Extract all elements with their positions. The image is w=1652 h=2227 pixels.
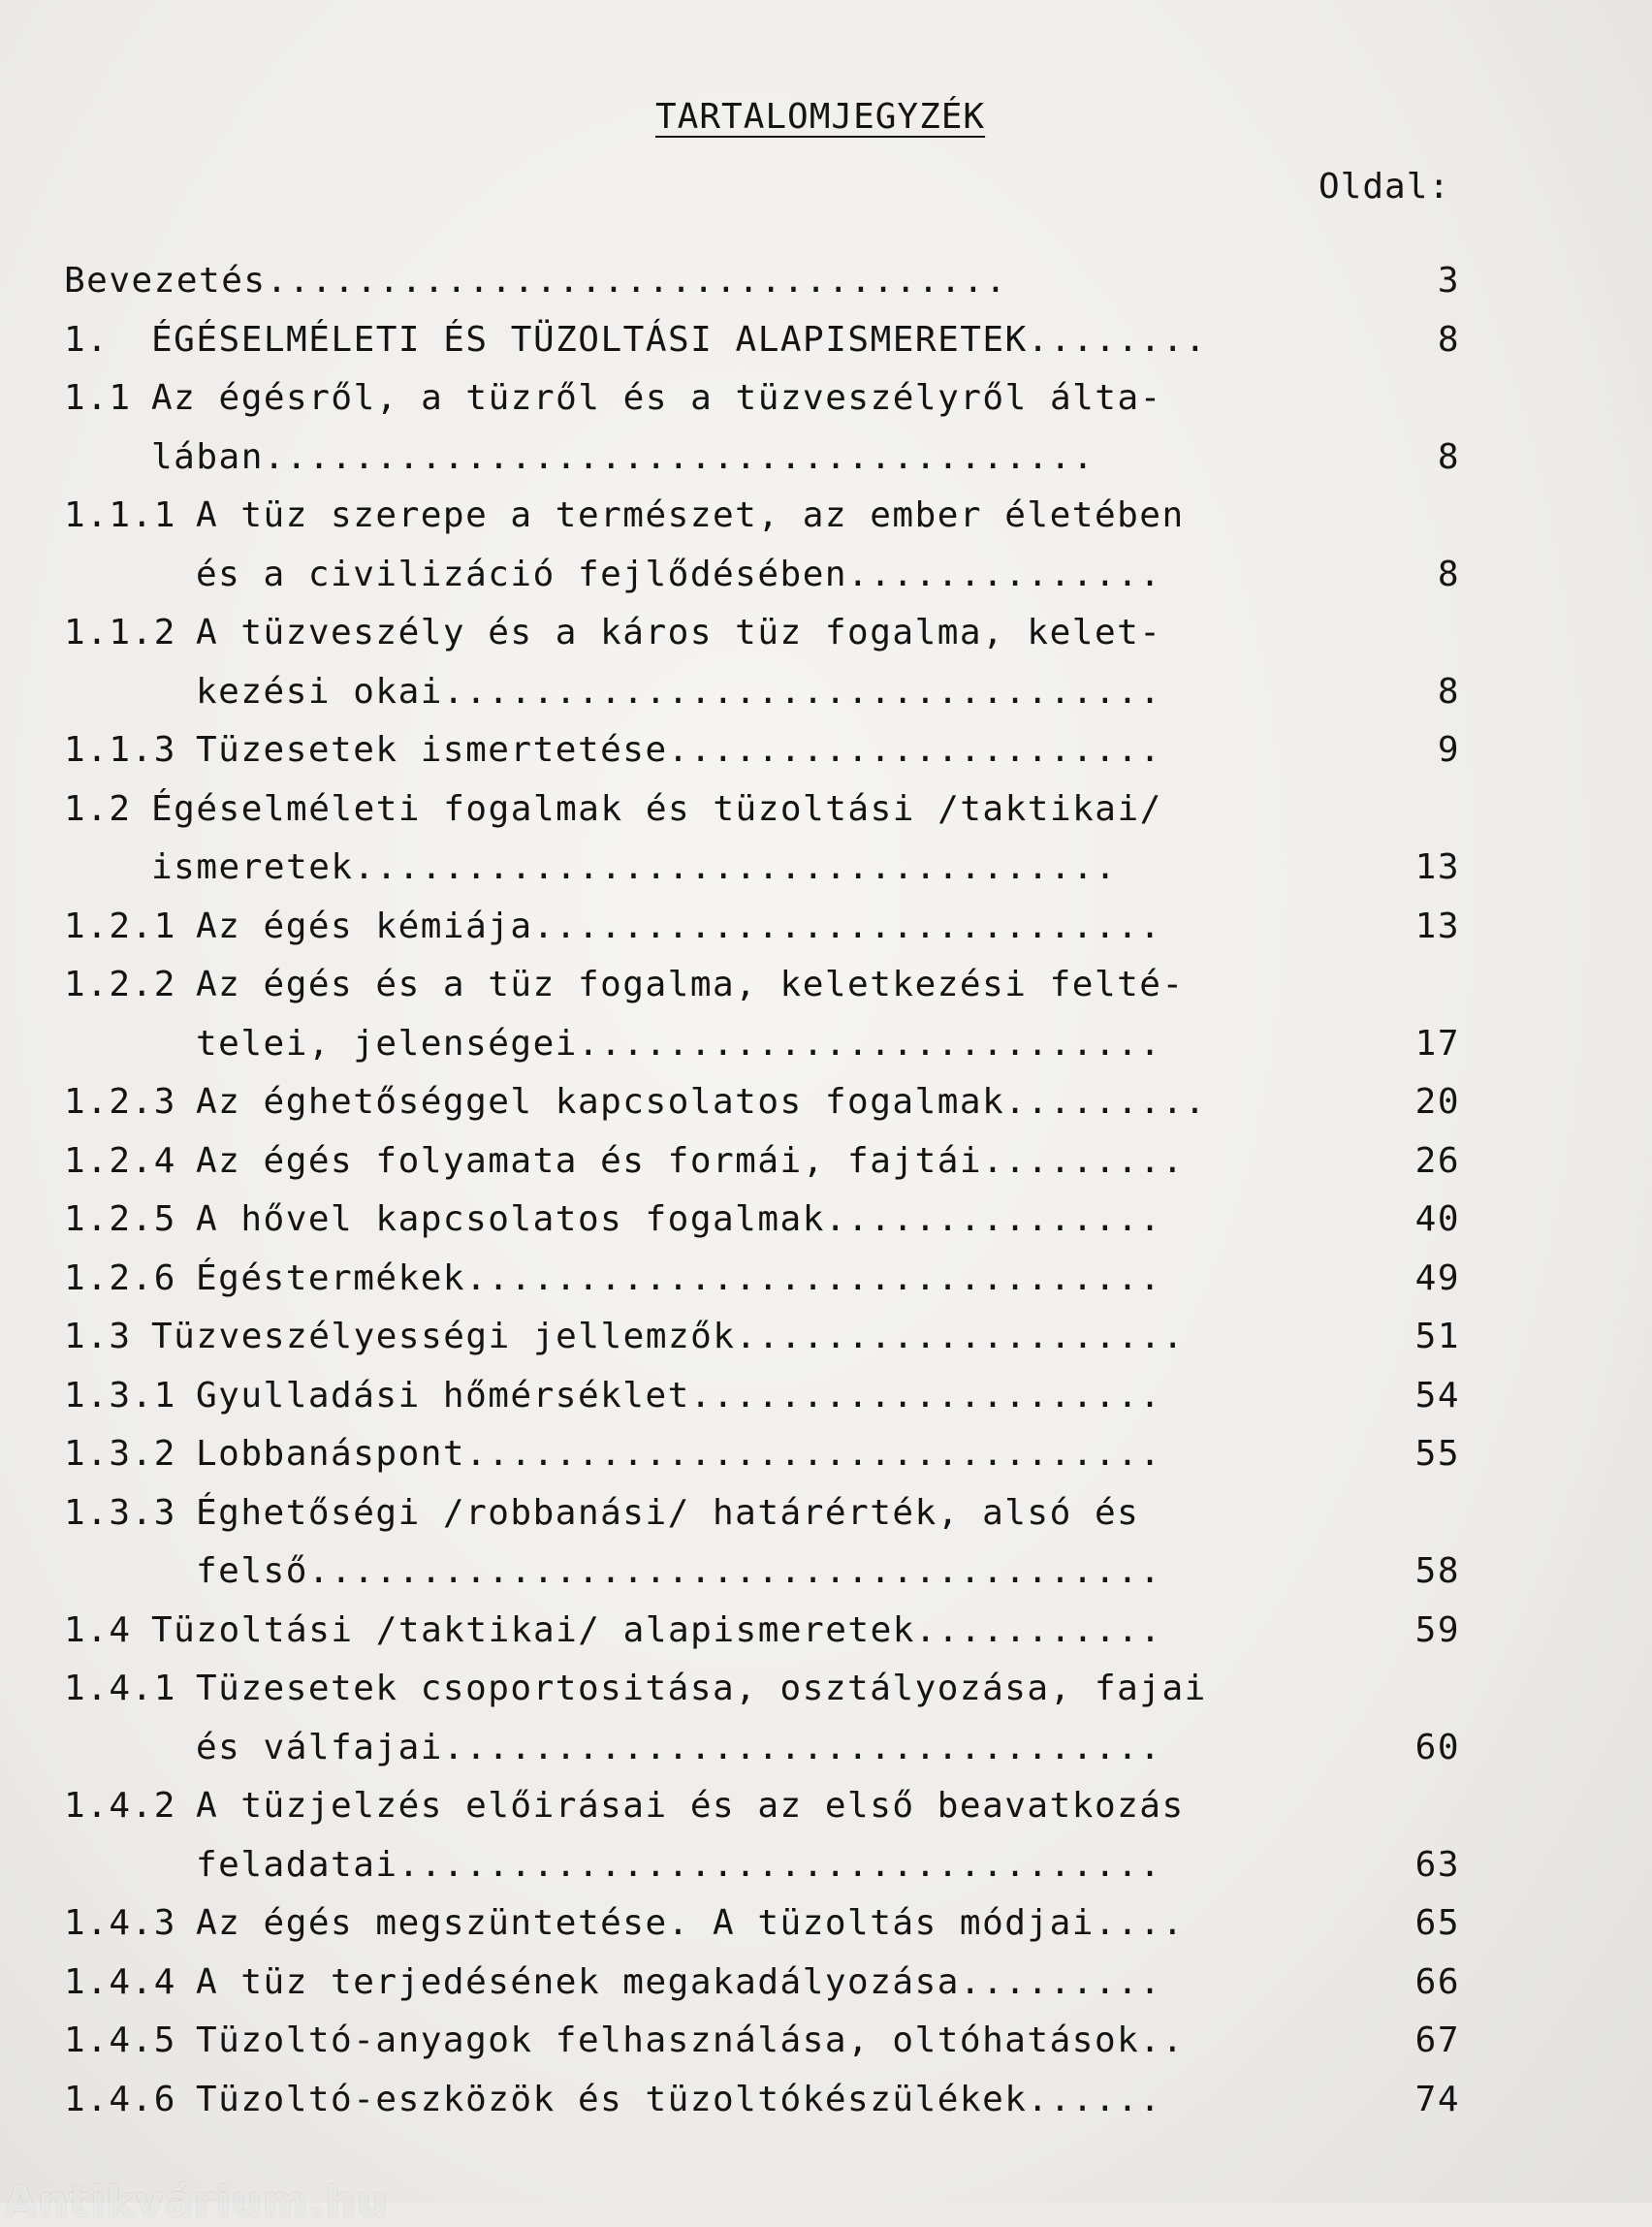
toc-entry	[64, 429, 1460, 488]
toc-entry-title: Tüzoltó-eszközök és tüzoltókészülékek......	[196, 2079, 1162, 2119]
toc-entry-number: 1.3	[64, 1317, 132, 1356]
toc-entry-number: 1.1	[64, 378, 132, 418]
toc-entry-number: 1.1.3	[64, 730, 176, 770]
toc-entry-title: és válfajai................................	[196, 1727, 1162, 1767]
toc-entry	[64, 311, 1460, 370]
toc-entry-page: 8	[1437, 671, 1460, 712]
toc-entry	[64, 1836, 1460, 1895]
toc-entry-page: 20	[1414, 1082, 1460, 1122]
toc-entry-number: 1.3.1	[64, 1375, 176, 1416]
toc-entry-number: 1.2.1	[64, 906, 176, 946]
page-title: TARTALOMJEGYZÉK	[655, 97, 986, 137]
toc-entry-title: Lobbanáspont...............................	[196, 1434, 1162, 1474]
toc-entry-title: lában.....................................	[151, 436, 1096, 477]
toc-entry-page: 8	[1437, 319, 1460, 360]
toc-entry-page: 67	[1414, 2020, 1460, 2060]
toc-entry-number: 1.4.1	[64, 1669, 176, 1708]
toc-entry-page: 54	[1414, 1375, 1460, 1416]
toc-entry-number: 1.2.5	[64, 1199, 176, 1239]
toc-entry-title: Az éghetőséggel kapcsolatos fogalmak.........	[196, 1082, 1207, 1122]
toc-entry-title: Tüzesetek csoportositása, osztályozása, fajai	[196, 1669, 1207, 1708]
toc-entry-page: 3	[1437, 261, 1460, 301]
toc-entry-title: Gyulladási hőmérséklet.....................	[196, 1375, 1162, 1416]
toc-entry-title: felső......................................	[196, 1551, 1162, 1591]
toc-entry	[64, 1777, 1460, 1836]
toc-entry	[64, 1015, 1460, 1074]
toc-entry	[64, 252, 1460, 311]
toc-entry-number: 1.4	[64, 1609, 132, 1650]
toc-entry-title: A hővel kapcsolatos fogalmak...............	[196, 1199, 1162, 1239]
toc-entry-page: 63	[1414, 1844, 1460, 1885]
toc-entry	[64, 1308, 1460, 1367]
toc-entry-title: feladatai..................................	[196, 1844, 1162, 1885]
toc-entry-title: A tüzveszély és a káros tüz fogalma, kelet-	[196, 613, 1162, 652]
toc-entry-number: 1.3.3	[64, 1492, 176, 1533]
toc-entry-title: A tüzjelzés előirásai és az első beavatkozás	[196, 1786, 1185, 1826]
toc-entry-number: 1.4.4	[64, 1961, 176, 2002]
toc-entry-title: ismeretek..................................	[151, 847, 1118, 887]
toc-entry-title: ÉGÉSELMÉLETI ÉS TÜZOLTÁSI ALAPISMERETEK........	[151, 319, 1208, 360]
toc-entry-title: és a civilizáció fejlődésében..............	[196, 554, 1162, 594]
toc-entry-page: 51	[1414, 1317, 1460, 1356]
toc-entry-page: 74	[1414, 2079, 1460, 2119]
toc-entry-number: 1.3.2	[64, 1434, 176, 1474]
toc-entry	[64, 1367, 1460, 1426]
toc-entry-title: kezési okai................................	[196, 671, 1162, 712]
toc-entry	[64, 663, 1460, 722]
toc-entry-page: 17	[1414, 1023, 1460, 1064]
toc-entry-number: 1.2.2	[64, 965, 176, 1004]
toc-entry-page: 49	[1414, 1257, 1460, 1298]
toc-entry-page: 13	[1414, 847, 1460, 887]
toc-entry-number: 1.2.4	[64, 1140, 176, 1181]
toc-entry-title: A tüz terjedésének megakadályozása.........	[196, 1961, 1162, 2002]
toc-entry-title: Az égés és a tüz fogalma, keletkezési felté-	[196, 965, 1185, 1004]
toc-entry-page: 9	[1437, 730, 1460, 770]
toc-entry-page: 58	[1414, 1551, 1460, 1591]
toc-entry	[64, 1073, 1460, 1132]
toc-entry-number: 1.1.2	[64, 613, 176, 652]
toc-entry	[64, 1719, 1460, 1778]
toc-entry	[64, 956, 1460, 1015]
toc-entry-page: 26	[1414, 1140, 1460, 1181]
toc-entry	[64, 2071, 1460, 2130]
toc-entry-title: Az égés megszüntetése. A tüzoltás módjai....	[196, 1903, 1185, 1943]
toc-entry	[64, 1484, 1460, 1543]
toc-entry-page: 59	[1414, 1609, 1460, 1650]
toc-entry-number: 1.2	[64, 788, 132, 829]
toc-entry	[64, 369, 1460, 429]
toc-entry-page: 8	[1437, 436, 1460, 477]
toc-entry-page: 55	[1414, 1434, 1460, 1474]
toc-entry-number: 1.4.3	[64, 1903, 176, 1943]
toc-entry-page: 13	[1414, 906, 1460, 946]
toc-entry	[64, 1250, 1460, 1309]
toc-entry-page: 8	[1437, 554, 1460, 594]
toc-entry-title: Bevezetés.................................	[64, 261, 1008, 301]
toc-entry-number: 1.1.1	[64, 495, 176, 535]
toc-entry-title: Égéselméleti fogalmak és tüzoltási /taktikai/	[151, 788, 1162, 829]
toc-entry-number: 1.4.6	[64, 2079, 176, 2119]
toc-entry	[64, 1191, 1460, 1250]
toc-entry-title: Égéstermékek...............................	[196, 1257, 1162, 1298]
toc-entry-number: 1.2.3	[64, 1082, 176, 1122]
toc-entry-number: 1.2.6	[64, 1257, 176, 1298]
toc-entry	[64, 1132, 1460, 1192]
toc-entry	[64, 2012, 1460, 2071]
toc-entry	[64, 487, 1460, 546]
toc-entry-title: Tüzesetek ismertetése......................	[196, 730, 1162, 770]
toc-entry	[64, 721, 1460, 780]
toc-entry-page: 66	[1414, 1961, 1460, 2002]
toc-entry-number: 1.4.5	[64, 2020, 176, 2060]
table-of-contents	[64, 252, 1460, 2129]
toc-entry-title: Az égés kémiája............................	[196, 906, 1162, 946]
toc-entry-title: telei, jelenségei..........................	[196, 1023, 1162, 1064]
toc-entry-page: 65	[1414, 1903, 1460, 1943]
toc-entry	[64, 1543, 1460, 1602]
toc-entry-title: A tüz szerepe a természet, az ember életében	[196, 495, 1185, 535]
toc-entry	[64, 546, 1460, 605]
toc-entry	[64, 1954, 1460, 2013]
toc-entry-title: Az égésről, a tüzről és a tüzveszélyről álta-	[151, 378, 1162, 418]
toc-entry-number: 1.	[64, 319, 110, 360]
page-column-label: Oldal:	[1318, 167, 1451, 207]
toc-entry-title: Tüzoltási /taktikai/ alapismeretek...........	[151, 1609, 1162, 1650]
toc-entry	[64, 1894, 1460, 1954]
toc-entry-title: Tüzoltó-anyagok felhasználása, oltóhatások..	[196, 2020, 1185, 2060]
toc-entry-title: Éghetőségi /robbanási/ határérték, alsó és	[196, 1492, 1140, 1533]
toc-entry	[64, 1602, 1460, 1661]
toc-entry	[64, 1660, 1460, 1719]
toc-entry	[64, 1425, 1460, 1484]
toc-entry	[64, 780, 1460, 840]
toc-entry	[64, 839, 1460, 898]
toc-entry-title: Az égés folyamata és formái, fajtái.........	[196, 1140, 1185, 1181]
toc-entry-page: 40	[1414, 1199, 1460, 1239]
watermark: Antikvárium.hu	[4, 2178, 389, 2227]
toc-entry	[64, 898, 1460, 957]
toc-entry-number: 1.4.2	[64, 1786, 176, 1826]
toc-entry	[64, 604, 1460, 663]
toc-entry-page: 60	[1414, 1727, 1460, 1767]
toc-entry-title: Tüzveszélyességi jellemzők....................	[151, 1317, 1185, 1356]
